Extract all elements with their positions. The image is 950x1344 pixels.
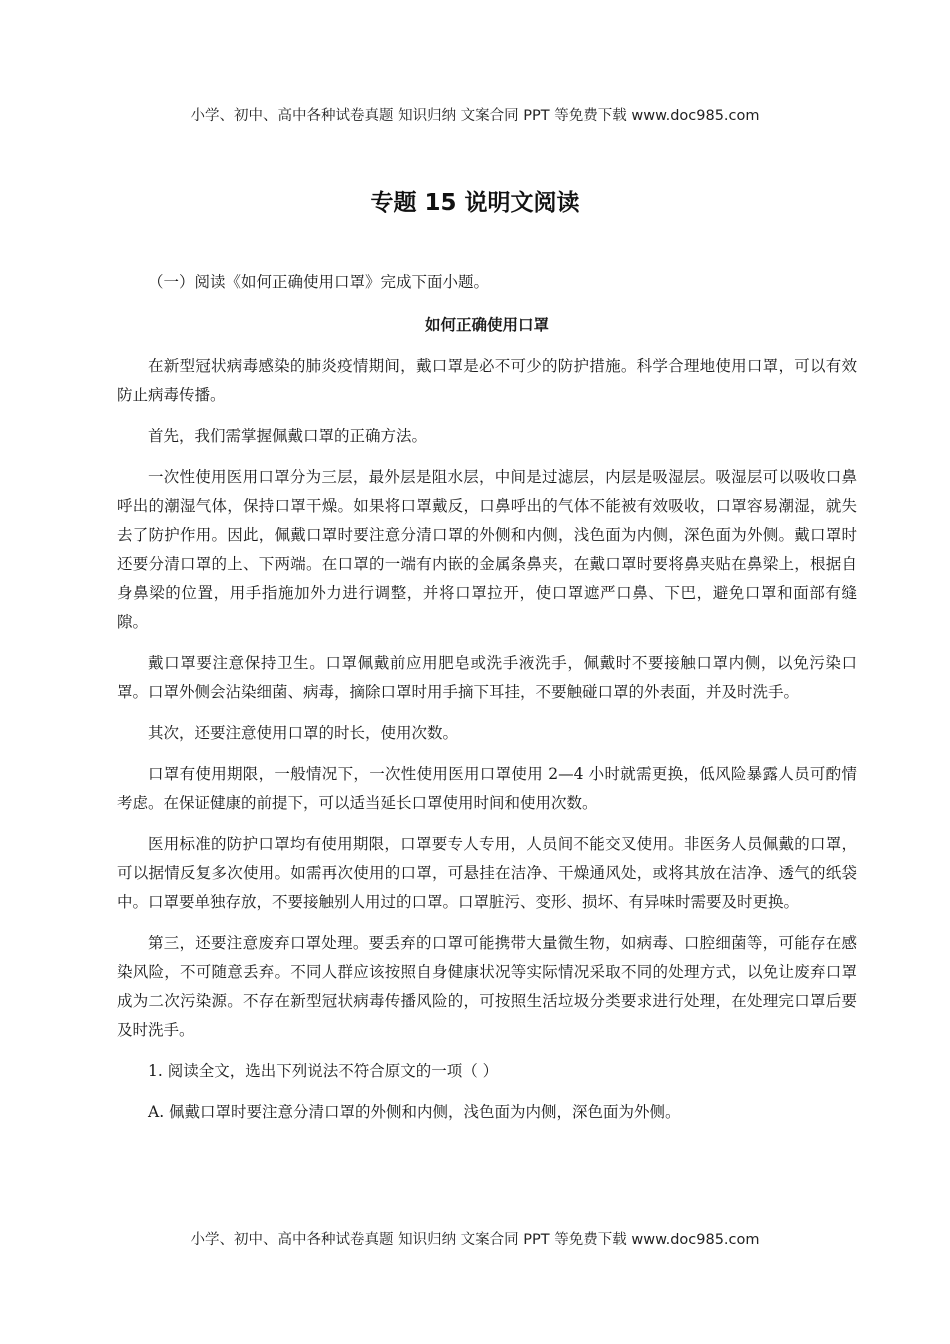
- page-header: 小学、初中、高中各种试卷真题 知识归纳 文案合同 PPT 等免费下载 www.doc985.com: [190, 108, 760, 124]
- document-body: [117, 268, 857, 1139]
- article-paragraph: 口罩有使用期限，一般情况下，一次性使用医用口罩使用 2—4 小时就需更换，低风险暴露人员可酌情考虑。在保证健康的前提下，可以适当延长口罩使用时间和使用次数。: [117, 765, 857, 812]
- page-title: 专题 15 说明文阅读: [370, 190, 580, 216]
- article-paragraph: 首先，我们需掌握佩戴口罩的正确方法。: [148, 427, 428, 445]
- question-option-a: A. 佩戴口罩时要注意分清口罩的外侧和内侧，浅色面为内侧，深色面为外侧。: [148, 1103, 681, 1121]
- article-paragraph: 医用标准的防护口罩均有使用期限，口罩要专人专用，人员间不能交叉使用。非医务人员佩戴的口罩，可以据情反复多次使用。如需再次使用的口罩，可悬挂在洁净、干燥通风处，或将其放在洁净、透气的纸袋中。口罩要单独存放，不要接触别人用过的口罩。口罩脏污、变形、损坏、有异味时需要及时更换。: [117, 835, 857, 911]
- article-paragraph: 戴口罩要注意保持卫生。口罩佩戴前应用肥皂或洗手液洗手，佩戴时不要接触口罩内侧，以免污染口罩。口罩外侧会沾染细菌、病毒，摘除口罩时用手摘下耳挂，不要触碰口罩的外表面，并及时洗手。: [117, 654, 857, 701]
- article-paragraph: 第三，还要注意废弃口罩处理。要丢弃的口罩可能携带大量微生物，如病毒、口腔细菌等，可能存在感染风险，不可随意丢弃。不同人群应该按照自身健康状况等实际情况采取不同的处理方式，以免让废弃口罩成为二次污染源。不存在新型冠状病毒传播风险的，可按照生活垃圾分类要求进行处理，在处理完口罩后要及时洗手。: [117, 934, 857, 1039]
- reading-intro: （一）阅读《如何正确使用口罩》完成下面小题。: [148, 273, 490, 291]
- page-footer: 小学、初中、高中各种试卷真题 知识归纳 文案合同 PPT 等免费下载 www.doc985.com: [190, 1232, 760, 1248]
- article-paragraph: 其次，还要注意使用口罩的时长，使用次数。: [148, 724, 459, 742]
- article-paragraph: 在新型冠状病毒感染的肺炎疫情期间，戴口罩是必不可少的防护措施。科学合理地使用口罩，可以有效防止病毒传播。: [117, 357, 857, 404]
- article-title: 如何正确使用口罩: [424, 316, 549, 334]
- article-paragraph: 一次性使用医用口罩分为三层，最外层是阻水层，中间是过滤层，内层是吸湿层。吸湿层可以吸收口鼻呼出的潮湿气体，保持口罩干燥。如果将口罩戴反，口鼻呼出的气体不能被有效吸收，口罩容易潮湿，就失去了防护作用。因此，佩戴口罩时要注意分清口罩的外侧和内侧，浅色面为内侧，深色面为外侧。戴口罩时还要分清口罩的上、下两端。在口罩的一端有内嵌的金属条鼻夹，在戴口罩时要将鼻夹贴在鼻梁上，根据自身鼻梁的位置，用手指施加外力进行调整，并将口罩拉开，使口罩遮严口鼻、下巴，避免口罩和面部有缝隙。: [117, 468, 857, 631]
- question-stem: 1. 阅读全文，选出下列说法不符合原文的一项（ ）: [148, 1062, 499, 1080]
